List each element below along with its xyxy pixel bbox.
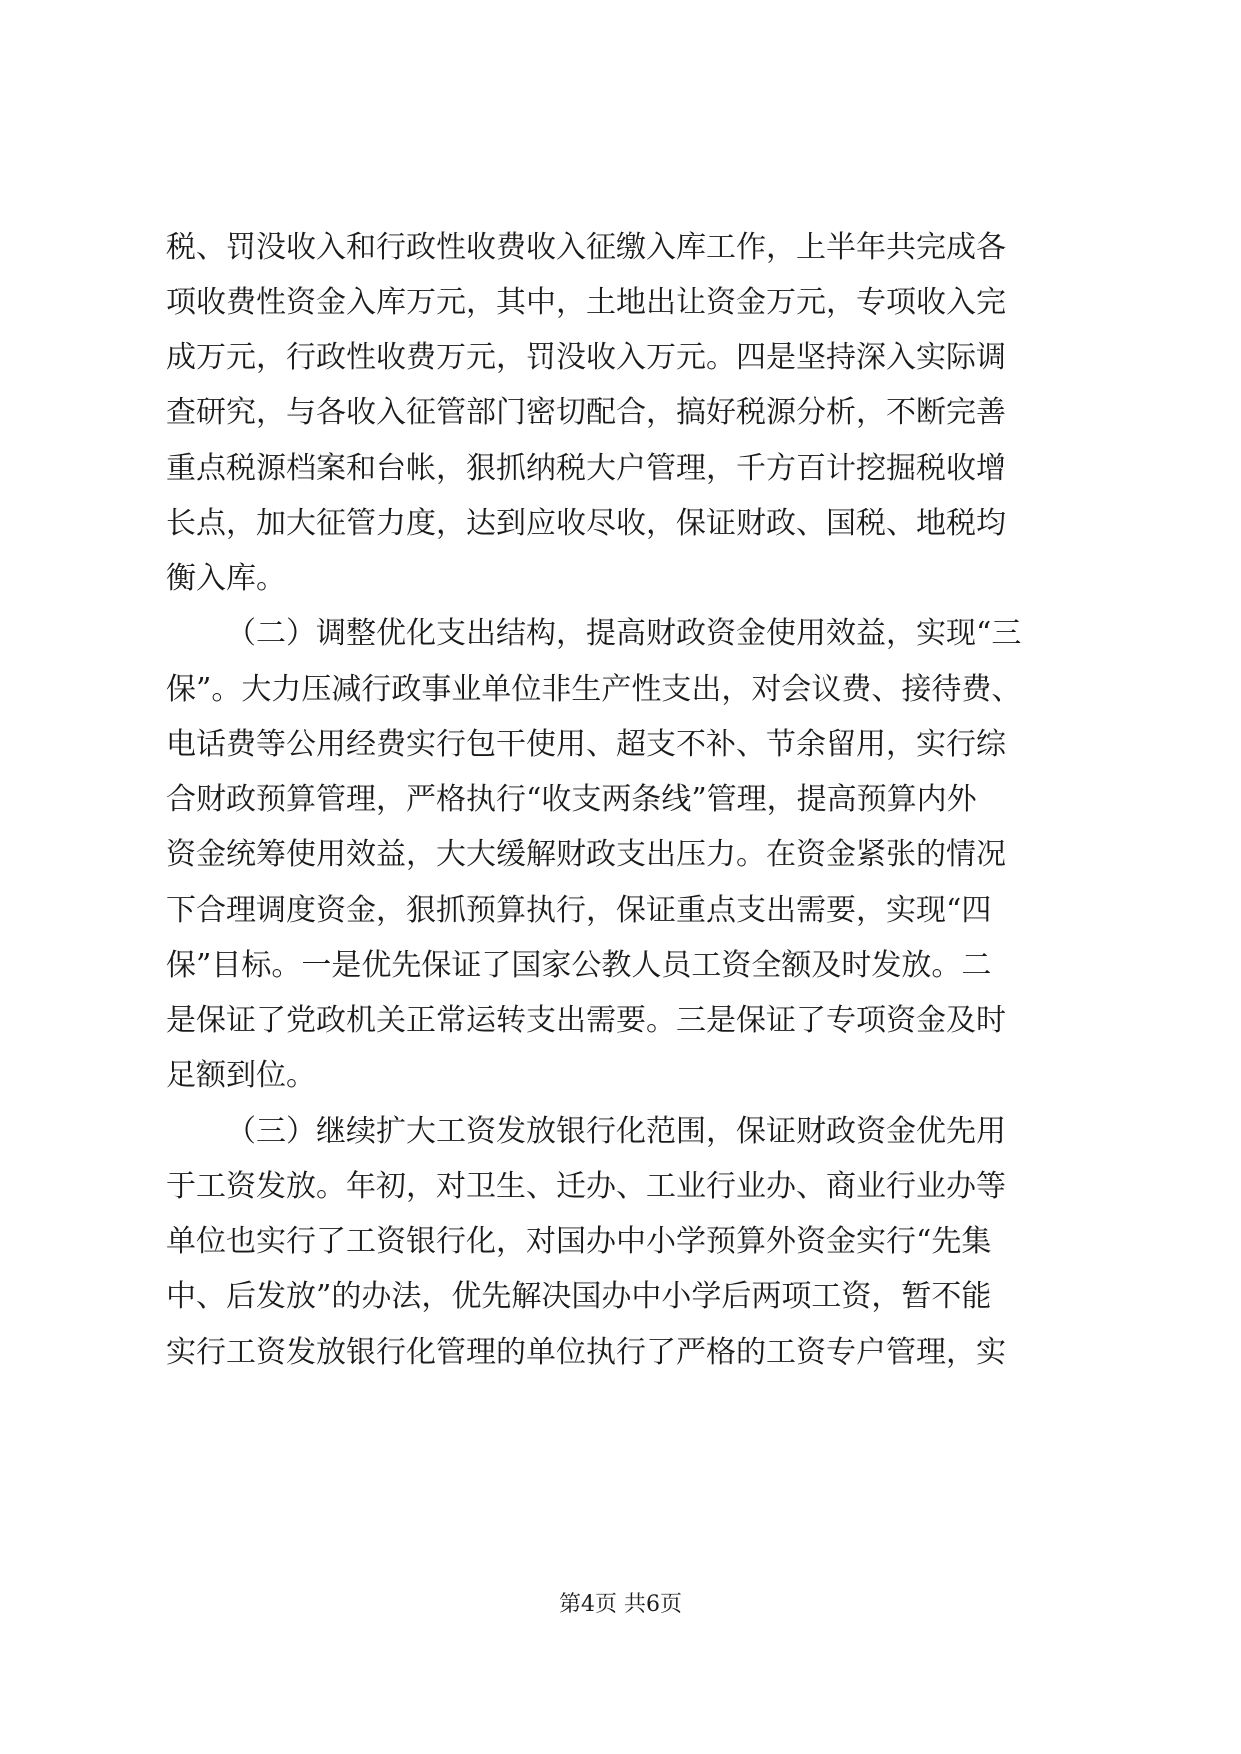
text-line: 重点税源档案和台帐，狠抓纳税大户管理，千方百计挖掘税收增 <box>166 451 1006 486</box>
text-line: 成万元，行政性收费万元，罚没收入万元。四是坚持深入实际调 <box>166 340 1006 375</box>
text-line: 是保证了党政机关正常运转支出需要。三是保证了专项资金及时 <box>166 1003 1006 1038</box>
text-line: 中、后发放”的办法，优先解决国办中小学后两项工资，暂不能 <box>166 1279 992 1314</box>
text-line: 保”目标。一是优先保证了国家公教人员工资全额及时发放。二 <box>166 948 992 983</box>
text-line: 实行工资发放银行化管理的单位执行了严格的工资专户管理，实 <box>166 1335 1006 1370</box>
text-line: 于工资发放。年初，对卫生、迁办、工业行业办、商业行业办等 <box>166 1169 1006 1204</box>
text-line: 税、罚没收入和行政性收费收入征缴入库工作，上半年共完成各 <box>166 230 1006 265</box>
text-line: 合财政预算管理，严格执行“收支两条线”管理，提高预算内外 <box>166 782 977 817</box>
text-line: 长点，加大征管力度，达到应收尽收，保证财政、国税、地税均 <box>166 506 1006 541</box>
text-line: 资金统筹使用效益，大大缓解财政支出压力。在资金紧张的情况 <box>166 837 1006 872</box>
page-number: 第4页 共6页 <box>559 1592 682 1617</box>
text-line: 足额到位。 <box>166 1058 316 1093</box>
text-line: 衡入库。 <box>166 561 286 596</box>
text-line: 单位也实行了工资银行化，对国办中小学预算外资金实行“先集 <box>166 1224 992 1259</box>
text-line: 项收费性资金入库万元，其中，土地出让资金万元，专项收入完 <box>166 285 1006 320</box>
text-line: 查研究，与各收入征管部门密切配合，搞好税源分析，不断完善 <box>166 395 1006 430</box>
text-line: 下合理调度资金，狠抓预算执行，保证重点支出需要，实现“四 <box>166 893 992 928</box>
text-line: 电话费等公用经费实行包干使用、超支不补、节余留用，实行综 <box>166 727 1006 762</box>
paragraph-heading-3: （三）继续扩大工资发放银行化范围，保证财政资金优先用 <box>226 1114 1006 1149</box>
paragraph-heading-2: （二）调整优化支出结构，提高财政资金使用效益，实现“三 <box>226 616 1022 651</box>
text-line: 保”。大力压减行政事业单位非生产性支出，对会议费、接待费、 <box>166 672 1022 707</box>
